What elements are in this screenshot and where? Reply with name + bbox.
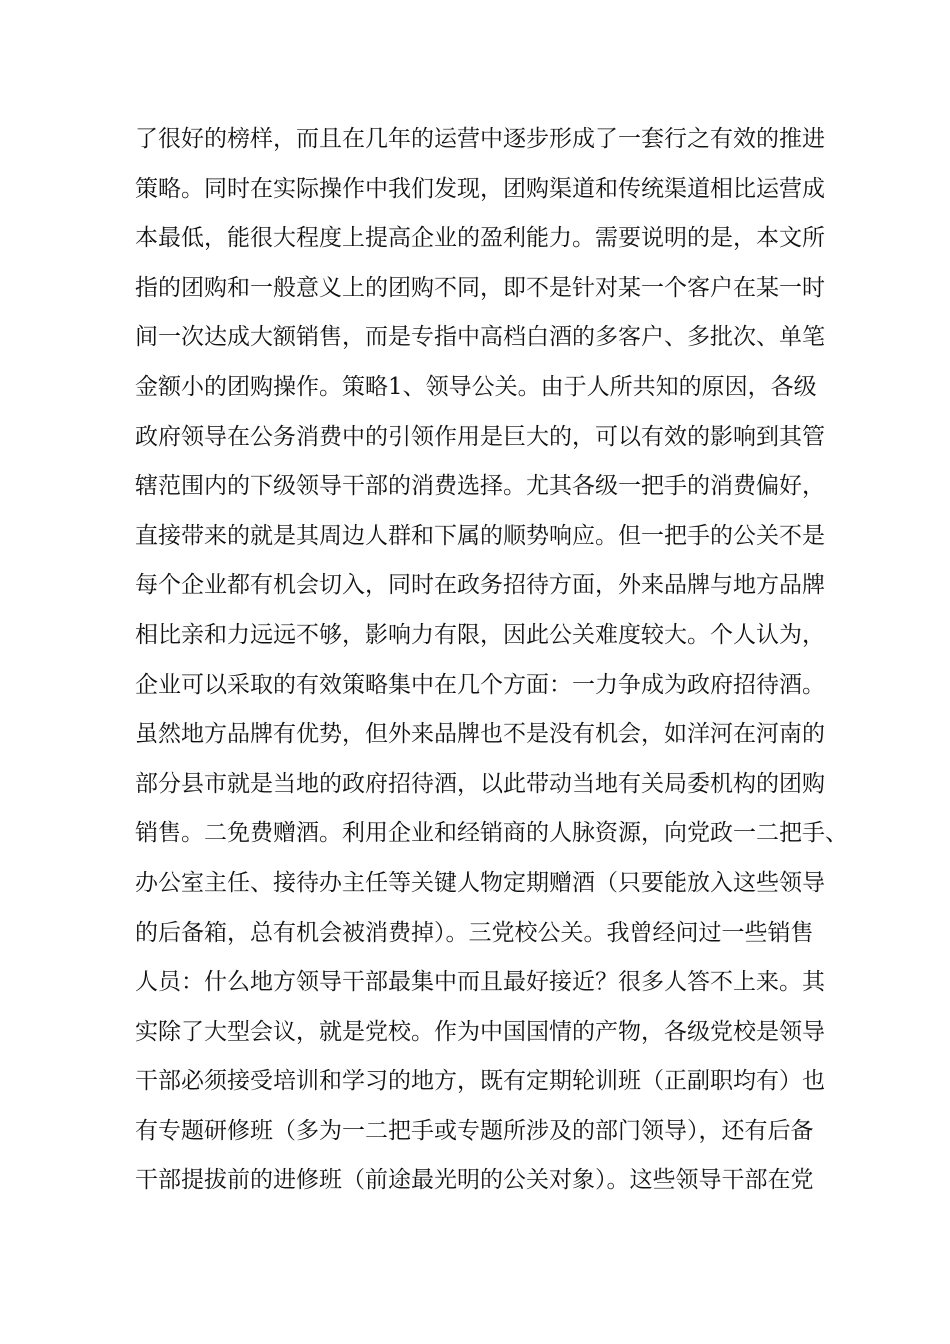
text-line: 每个企业都有机会切入，同时在政务招待方面，外来品牌与地方品牌 bbox=[135, 572, 825, 599]
text-line: 策略。同时在实际操作中我们发现，团购渠道和传统渠道相比运营成 bbox=[135, 175, 825, 202]
text-line: 指的团购和一般意义上的团购不同，即不是针对某一个客户在某一时 bbox=[135, 274, 825, 301]
body-text bbox=[135, 115, 855, 1206]
text-line: 政府领导在公务消费中的引领作用是巨大的，可以有效的影响到其管 bbox=[135, 423, 825, 450]
text-line: 部分县市就是当地的政府招待酒，以此带动当地有关局委机构的团购 bbox=[135, 770, 825, 797]
text-line: 有专题研修班（多为一二把手或专题所涉及的部门领导），还有后备 bbox=[135, 1117, 814, 1144]
text-line: 的后备箱，总有机会被消费掉）。三党校公关。我曾经问过一些销售 bbox=[135, 919, 814, 946]
text-line: 企业可以采取的有效策略集中在几个方面：一力争成为政府招待酒。 bbox=[135, 671, 825, 698]
text-line: 干部提拔前的进修班（前途最光明的公关对象）。这些领导干部在党 bbox=[135, 1167, 814, 1194]
text-line: 间一次达成大额销售，而是专指中高档白酒的多客户、多批次、单笔 bbox=[135, 324, 825, 351]
text-line: 实除了大型会议，就是党校。作为中国国情的产物，各级党校是领导 bbox=[135, 1018, 825, 1045]
text-line: 相比亲和力远远不够，影响力有限，因此公关难度较大。个人认为， bbox=[135, 621, 825, 648]
text-line: 金额小的团购操作。策略1、领导公关。由于人所共知的原因，各级 bbox=[135, 373, 817, 400]
text-line: 人员：什么地方领导干部最集中而且最好接近？很多人答不上来。其 bbox=[135, 969, 825, 996]
text-line: 辖范围内的下级领导干部的消费选择。尤其各级一把手的消费偏好， bbox=[135, 473, 825, 500]
text-line: 了很好的榜样，而且在几年的运营中逐步形成了一套行之有效的推进 bbox=[135, 126, 825, 152]
text-line: 干部必须接受培训和学习的地方，既有定期轮训班（正副职均有）也 bbox=[135, 1068, 825, 1095]
text-line: 销售。二免费赠酒。利用企业和经销商的人脉资源，向党政一二把手、 bbox=[135, 820, 848, 847]
text-line: 直接带来的就是其周边人群和下属的顺势响应。但一把手的公关不是 bbox=[135, 522, 825, 549]
text-line: 本最低，能很大程度上提高企业的盈利能力。需要说明的是，本文所 bbox=[135, 225, 825, 252]
text-line: 办公室主任、接待办主任等关键人物定期赠酒（只要能放入这些领导 bbox=[135, 869, 825, 896]
text-line: 虽然地方品牌有优势，但外来品牌也不是没有机会，如洋河在河南的 bbox=[135, 721, 825, 748]
